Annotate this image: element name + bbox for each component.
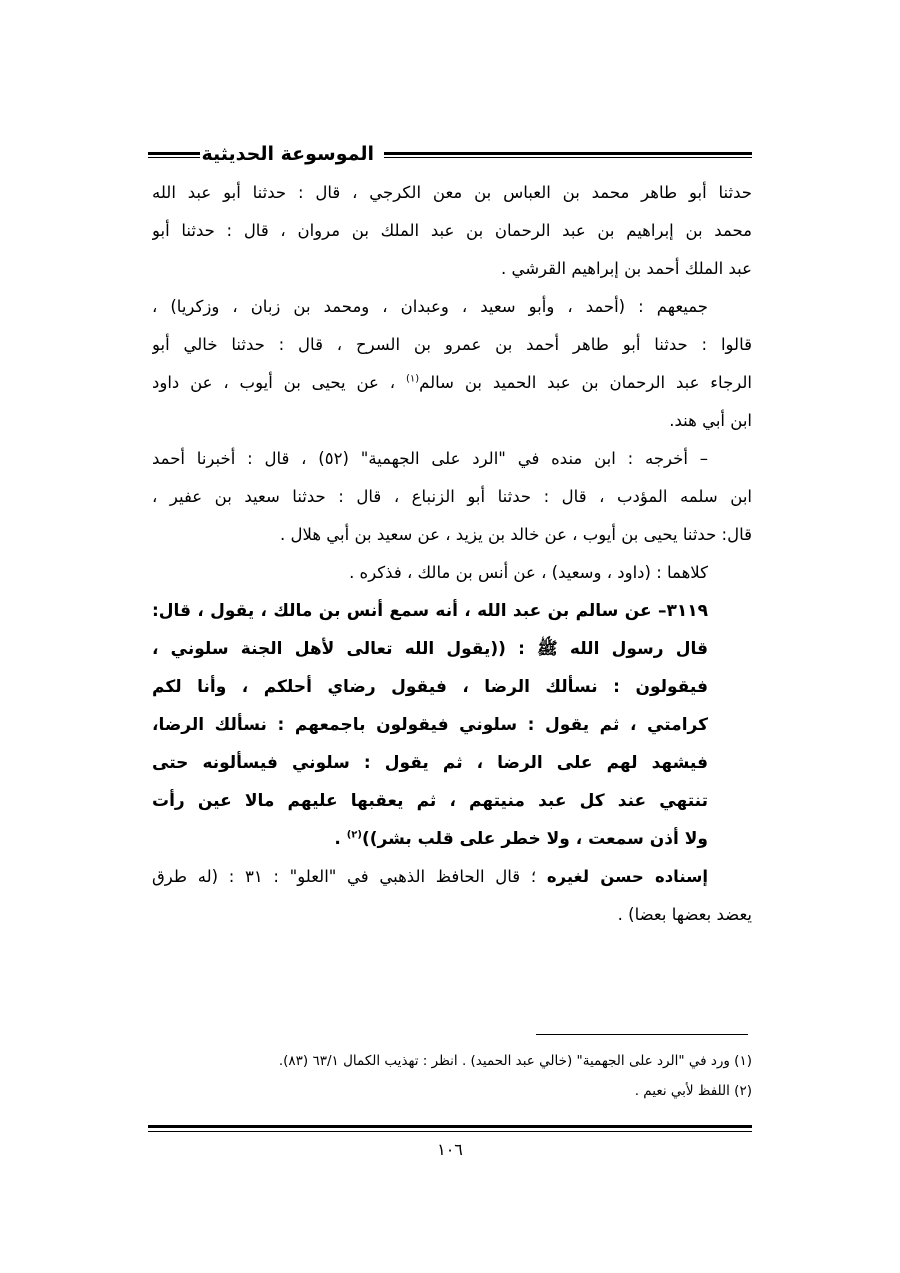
text-line: ابن أبي هند.	[669, 411, 752, 430]
text-line: ابن سلمه المؤدب ، قال : حدثنا أبو الزنباع ، قال : حدثنا سعيد بن عفير ،	[152, 487, 752, 506]
hadith-text-line: تنتهي عند كل عبد منيتهم ، ثم يعقبها عليهم مالا عين رأت	[152, 791, 708, 811]
text-line: كلاهما : (داود ، وسعيد) ، عن أنس بن مالك ، فذكره .	[349, 563, 708, 582]
footnotes	[152, 1046, 752, 1106]
footer-rule	[148, 1125, 752, 1132]
text-line: جميعهم : (أحمد ، وأبو سعيد ، وعبدان ، ومحمد بن زبان ، وزكريا) ،	[152, 297, 708, 316]
footnote-2: (٢) اللفظ لأبي نعيم .	[634, 1083, 752, 1099]
text-line: قال: حدثنا يحيى بن أيوب ، عن خالد بن يزيد ، عن سعيد بن أبي هلال .	[280, 525, 752, 544]
text-line	[152, 858, 752, 896]
grading-label: إسناده حسن لغيره	[546, 867, 708, 886]
text-segment: الرجاء عبد الرحمان بن عبد الحميد بن سالم	[419, 373, 752, 392]
hadith-text-line: فيقولون : نسألك الرضا ، فيقول رضاي أحلكم ، وأنا لكم	[152, 677, 708, 697]
header-rule-left	[148, 152, 200, 158]
hadith-text-line: فيشهد لهم على الرضا ، ثم يقول : سلوني فيسألونه حتى	[152, 753, 708, 773]
header-rule-right	[384, 152, 752, 158]
hadith-text-line	[152, 820, 752, 858]
hadith-text-line: كرامتي ، ثم يقول : سلوني فيقولون باجمعهم : نسألك الرضا،	[152, 715, 708, 735]
footnote-1: (١) ورد في "الرد على الجهمية" (خالي عبد الحميد) . انظر : تهذيب الكمال ٦٣/١ (٨٣).	[278, 1053, 752, 1069]
footnote-mark-1[interactable]: (١)	[405, 373, 420, 385]
text-line: عبد الملك أحمد بن إبراهيم القرشي .	[500, 259, 752, 278]
text-segment: ولا أذن سمعت ، ولا خطر على قلب بشر))	[361, 829, 708, 849]
text-line: محمد بن إبراهيم بن عبد الرحمان بن عبد الملك بن مروان ، قال : حدثنا أبو	[152, 221, 752, 240]
footnote-separator	[536, 1034, 748, 1035]
text-segment: ، عن يحيى بن أيوب ، عن داود	[152, 373, 396, 392]
text-line	[152, 364, 752, 402]
page-number: ١٠٦	[437, 1140, 463, 1159]
text-segment: .	[334, 829, 347, 849]
hadith-heading: ٣١١٩– عن سالم بن عبد الله ، أنه سمع أنس بن مالك ، يقول ، قال:	[152, 601, 708, 621]
text-segment: ؛ قال الحافظ الذهبي في "العلو" : ٣١ : (له طرق	[152, 867, 547, 886]
text-line: قالوا : حدثنا أبو طاهر أحمد بن عمرو بن السرح ، قال : حدثنا خالي أبو	[152, 335, 752, 354]
text-line: يعضد بعضها بعضا) .	[617, 905, 752, 924]
text-line: – أخرجه : ابن منده في "الرد على الجهمية" (٥٢) ، قال : أخبرنا أحمد	[152, 449, 708, 468]
main-text	[152, 174, 752, 934]
page-header	[148, 140, 752, 172]
footnote-mark-2[interactable]: (٢)	[346, 829, 362, 841]
hadith-text-line: قال رسول الله ﷺ : ((يقول الله تعالى لأهل الجنة سلوني ،	[152, 639, 708, 659]
text-line: حدثنا أبو طاهر محمد بن العباس بن معن الكرجي ، قال : حدثنا أبو عبد الله	[152, 183, 752, 202]
book-title: الموسوعة الحديثية	[201, 143, 374, 165]
